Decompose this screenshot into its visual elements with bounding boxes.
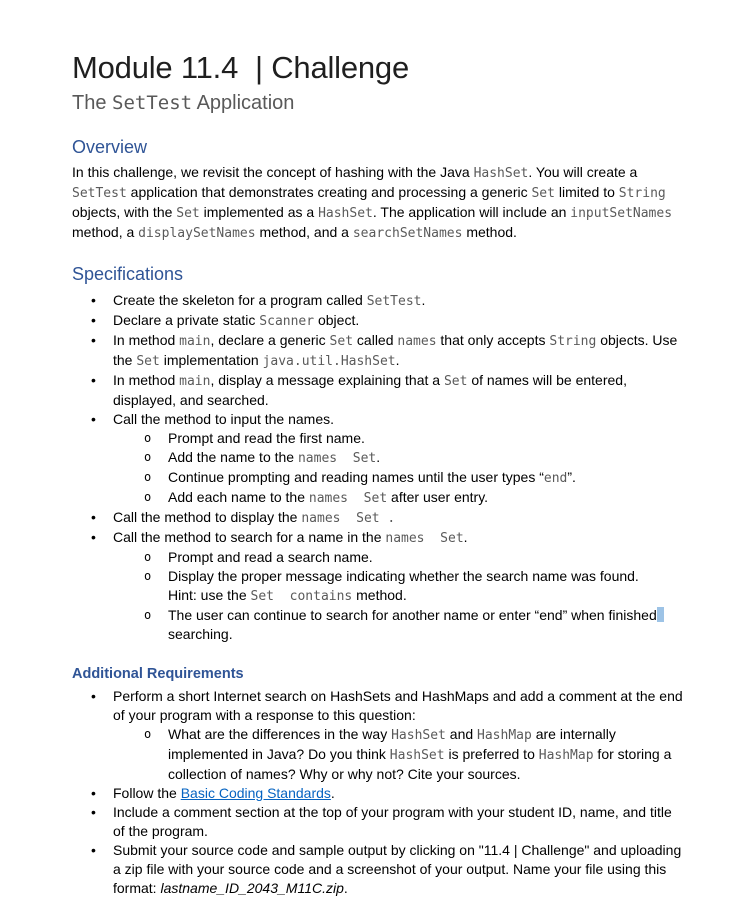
document-body <box>72 136 684 898</box>
text-run: object. <box>314 311 360 328</box>
section-heading-specifications: Specifications <box>72 264 184 285</box>
text-run: method. <box>462 224 517 241</box>
text-run: for storing a collection of names? Why or why not? Cite your sources. <box>168 745 672 782</box>
text-run: . <box>343 879 348 896</box>
list-item <box>72 291 684 311</box>
text-run: In method <box>113 331 180 348</box>
sub-list-item <box>113 429 684 448</box>
sub-list-item <box>113 468 684 488</box>
inline-code: main <box>179 333 211 349</box>
text-run: objects, with the <box>72 204 177 221</box>
link-basic-coding-standards[interactable]: Basic Coding Standards <box>180 784 331 801</box>
text-cursor <box>657 607 664 622</box>
sub-list-item <box>113 725 684 784</box>
paragraph <box>72 163 684 243</box>
text-run: . <box>421 291 426 308</box>
text-run: limited to <box>554 184 619 201</box>
sub-bullet-list <box>113 548 684 644</box>
text-run: Call the method to display the <box>113 508 302 525</box>
text-run: method, a <box>72 224 139 241</box>
bullet-list <box>72 291 684 644</box>
inline-code: names Set <box>297 450 377 466</box>
inline-code: names <box>397 333 437 349</box>
text-run: and <box>445 725 478 742</box>
sub-list-item <box>113 448 684 468</box>
text-run: method. <box>352 586 407 603</box>
text-run: The user can continue to search for another name or enter “end” when finished <box>168 606 657 623</box>
inline-code: Set <box>443 373 468 389</box>
inline-code: Set <box>136 353 160 369</box>
inline-code: inputSetNames <box>570 206 673 222</box>
text-run: Declare a private static <box>113 311 260 328</box>
list-item <box>72 331 684 371</box>
text-run: . <box>376 448 381 465</box>
sub-bullet-list <box>113 725 684 784</box>
text-run: Create the skeleton for a program called <box>113 291 367 308</box>
inline-code: Set <box>329 333 354 349</box>
text-run: that only accepts <box>436 331 550 348</box>
text-run: Call the method to search for a name in the <box>113 528 386 545</box>
text-run: is preferred to <box>444 745 539 762</box>
text-run: Continue prompting and reading names until the user types “ <box>168 468 544 485</box>
list-item <box>72 803 684 841</box>
bullet-list <box>72 687 684 898</box>
inline-code: HashSet <box>389 747 445 763</box>
section-heading-additional-requirements: Additional Requirements <box>72 665 244 682</box>
list-item <box>72 687 684 784</box>
inline-code: names Set <box>385 530 464 546</box>
inline-code: names Set . <box>301 510 396 526</box>
inline-code: Set <box>176 206 200 222</box>
text-run: Prompt and read the first name. <box>168 429 365 446</box>
inline-code: SetTest <box>112 91 193 114</box>
text-run: implementation <box>159 351 263 368</box>
text-run: The <box>72 91 113 114</box>
text-run: searching. <box>168 625 233 642</box>
sub-list-item <box>113 548 684 567</box>
inline-code: String <box>549 333 597 349</box>
sub-list-item <box>113 488 684 508</box>
text-run: Application <box>192 91 295 114</box>
inline-code: HashSet <box>391 727 446 743</box>
text-run: application that demonstrates creating and processing a generic <box>126 184 532 201</box>
text-run: Call the method to input the names. <box>113 410 335 427</box>
inline-code: String <box>618 186 666 202</box>
text-run: Prompt and read a search name. <box>168 548 373 565</box>
text-run: What are the differences in the way <box>168 725 392 742</box>
text-run: method, and a <box>255 224 353 241</box>
text-run: Hint: use the <box>168 586 251 603</box>
page-title: Module 11.4 | Challenge <box>72 50 410 85</box>
inline-code: searchSetNames <box>352 226 463 242</box>
inline-code: names Set <box>308 490 388 506</box>
text-run: Add the name to the <box>168 448 298 465</box>
sub-list-item <box>113 606 684 644</box>
text-run: implemented as a <box>199 204 319 221</box>
list-item <box>72 784 684 803</box>
text-run: Follow the <box>113 784 181 801</box>
inline-code: main <box>179 373 211 389</box>
inline-code: SetTest <box>366 293 422 309</box>
text-run: , declare a generic <box>210 331 330 348</box>
inline-code: HashSet <box>318 206 373 222</box>
text-run: . <box>330 784 335 801</box>
inline-code: HashMap <box>477 727 532 743</box>
text-run: In method <box>113 371 180 388</box>
text-run: ”. <box>567 468 576 485</box>
inline-code: Scanner <box>259 313 315 329</box>
text-run: are internally implemented in Java? Do you think <box>168 725 616 762</box>
list-item <box>72 508 684 528</box>
text-run: . <box>395 351 400 368</box>
text-run: Display the proper message indicating whether the search name was found. <box>168 567 639 584</box>
text-run: In this challenge, we revisit the concept of hashing with the Java <box>72 164 474 181</box>
text-run: lastname_ID_2043_M11C.zip <box>160 879 344 896</box>
inline-code: Set <box>531 186 555 202</box>
text-run: after user entry. <box>387 488 489 505</box>
inline-code: java.util.HashSet <box>262 353 396 369</box>
inline-code: Set contains <box>250 588 353 604</box>
text-run: Add each name to the <box>168 488 309 505</box>
page-subtitle <box>72 90 684 116</box>
inline-code: end <box>543 470 568 486</box>
text-run: objects. Use the <box>113 331 678 368</box>
list-item <box>72 311 684 331</box>
inline-code: HashMap <box>538 747 594 763</box>
text-run: Submit your source code and sample output by clicking on "11.4 | Challenge" and uploading a zip file with your source code and a screenshot of your output. Name your file using this format: <box>113 841 682 896</box>
text-run: Include a comment section at the top of your program with your student ID, name, and title of the program. <box>113 803 672 839</box>
inline-code: displaySetNames <box>138 226 256 242</box>
text-run: called <box>353 331 398 348</box>
inline-code: HashSet <box>473 166 529 182</box>
list-item <box>72 841 684 898</box>
text-run: of names will be entered, displayed, and searched. <box>113 371 627 408</box>
text-run: , display a message explaining that a <box>210 371 444 388</box>
text-run: . You will create a <box>528 164 638 181</box>
sub-bullet-list <box>113 429 684 508</box>
list-item <box>72 528 684 644</box>
text-run: Perform a short Internet search on HashSets and HashMaps and add a comment at the end of your program with a response to this question: <box>113 687 683 723</box>
section-heading-overview: Overview <box>72 136 148 157</box>
list-item <box>72 410 684 508</box>
sub-list-item <box>113 567 684 606</box>
text-run: . <box>463 528 468 545</box>
inline-code: SetTest <box>72 186 127 202</box>
text-run: . The application will include an <box>372 204 571 221</box>
list-item <box>72 371 684 410</box>
